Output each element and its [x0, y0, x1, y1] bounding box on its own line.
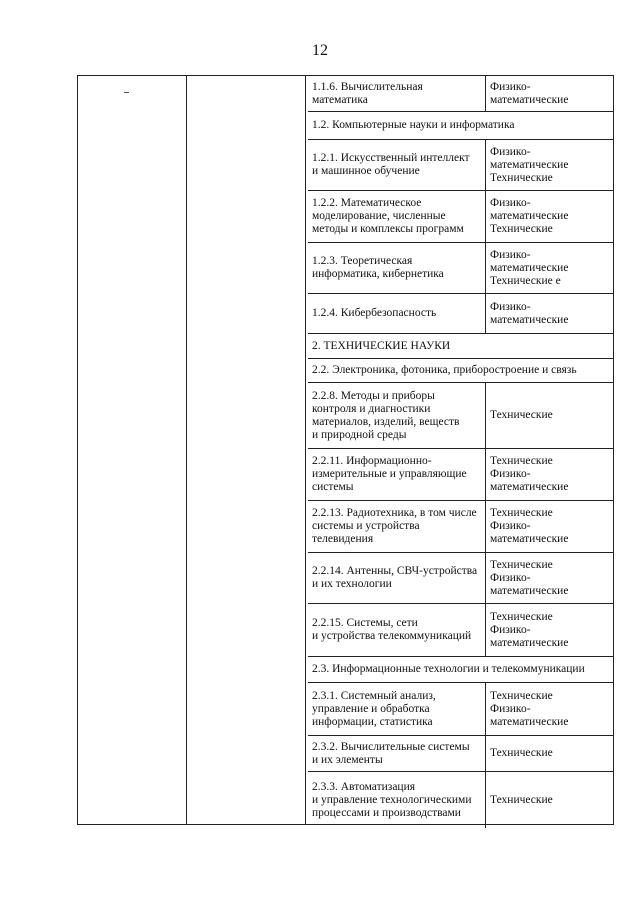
science-field: Технические Физико- математические: [490, 507, 569, 545]
specialties-column: [308, 76, 614, 828]
table-row: [308, 294, 614, 334]
specialty-name: 2.2.13. Радиотехника, в том числе системы и устройства телевидения: [308, 501, 486, 552]
column-divider: [186, 76, 187, 824]
science-field: Физико- математические: [490, 300, 569, 326]
table-row: [308, 140, 614, 191]
science-field: Технические: [490, 409, 553, 421]
specialty-name: 1.1.6. Вычислительная математика: [308, 76, 486, 111]
dash-mark: [124, 92, 129, 93]
science-field: Технические Физико- математические: [490, 558, 569, 597]
specialties-table: [77, 75, 614, 825]
specialty-name: 2.3.2. Вычислительные системы и их элементы: [308, 736, 486, 771]
page-number: 12: [312, 42, 328, 59]
table-row: [308, 683, 614, 736]
group-header-row: [308, 657, 614, 683]
specialty-name: 1.2.1. Искусственный интеллект и машинное обучение: [308, 140, 486, 190]
table-row: [308, 501, 614, 553]
table-row: [308, 76, 614, 112]
specialty-name: 2.3.3. Автоматизация и управление технологическими процессами и производствами: [308, 772, 486, 828]
specialty-name: 2.2.11. Информационно- измерительные и управляющие системы: [308, 449, 486, 500]
science-field: Технические Физико- математические: [490, 455, 569, 493]
specialty-name: 1.2.4. Кибербезопасность: [308, 294, 486, 333]
table-row: [308, 772, 614, 828]
table-row: [308, 604, 614, 657]
group-title: 2.2. Электроника, фотоника, приборостроение и связь: [312, 364, 577, 376]
group-title: 1.2. Компьютерные науки и информатика: [312, 119, 515, 131]
group-header-row: [308, 359, 614, 383]
specialty-name: 2.3.1. Системный анализ, управление и обработка информации, статистика: [308, 683, 486, 735]
table-row: [308, 191, 614, 243]
specialty-name: 1.2.2. Математическое моделирование, численные методы и комплексы программ: [308, 191, 486, 242]
science-field: Физико- математические: [490, 80, 569, 106]
table-row: [308, 383, 614, 449]
table-row: [308, 449, 614, 501]
science-field: Технические: [490, 747, 553, 759]
specialty-name: 2.2.14. Антенны, СВЧ-устройства и их технологии: [308, 553, 486, 603]
group-title: 2. ТЕХНИЧЕСКИЕ НАУКИ: [312, 340, 451, 352]
science-field: Физико- математические Технические: [490, 197, 569, 235]
column-divider: [305, 76, 306, 824]
specialty-name: 2.2.8. Методы и приборы контроля и диагностики материалов, изделий, веществ и природной среды: [308, 383, 486, 448]
science-field: Физико- математические Технические: [490, 145, 569, 184]
table-row: [308, 243, 614, 294]
science-field: Технические Физико- математические: [490, 610, 569, 649]
science-field: Физико- математические Технические е: [490, 248, 569, 287]
specialty-name: 1.2.3. Теоретическая информатика, кибернетика: [308, 243, 486, 293]
science-field: Технические Физико- математические: [490, 689, 569, 728]
group-title: 2.3. Информационные технологии и телекоммуникации: [312, 663, 585, 675]
specialty-name: 2.2.15. Системы, сети и устройства телекоммуникаций: [308, 604, 486, 656]
group-header-row: [308, 112, 614, 140]
science-field: Технические: [490, 793, 553, 806]
table-row: [308, 736, 614, 772]
table-row: [308, 553, 614, 604]
group-header-row: [308, 334, 614, 359]
